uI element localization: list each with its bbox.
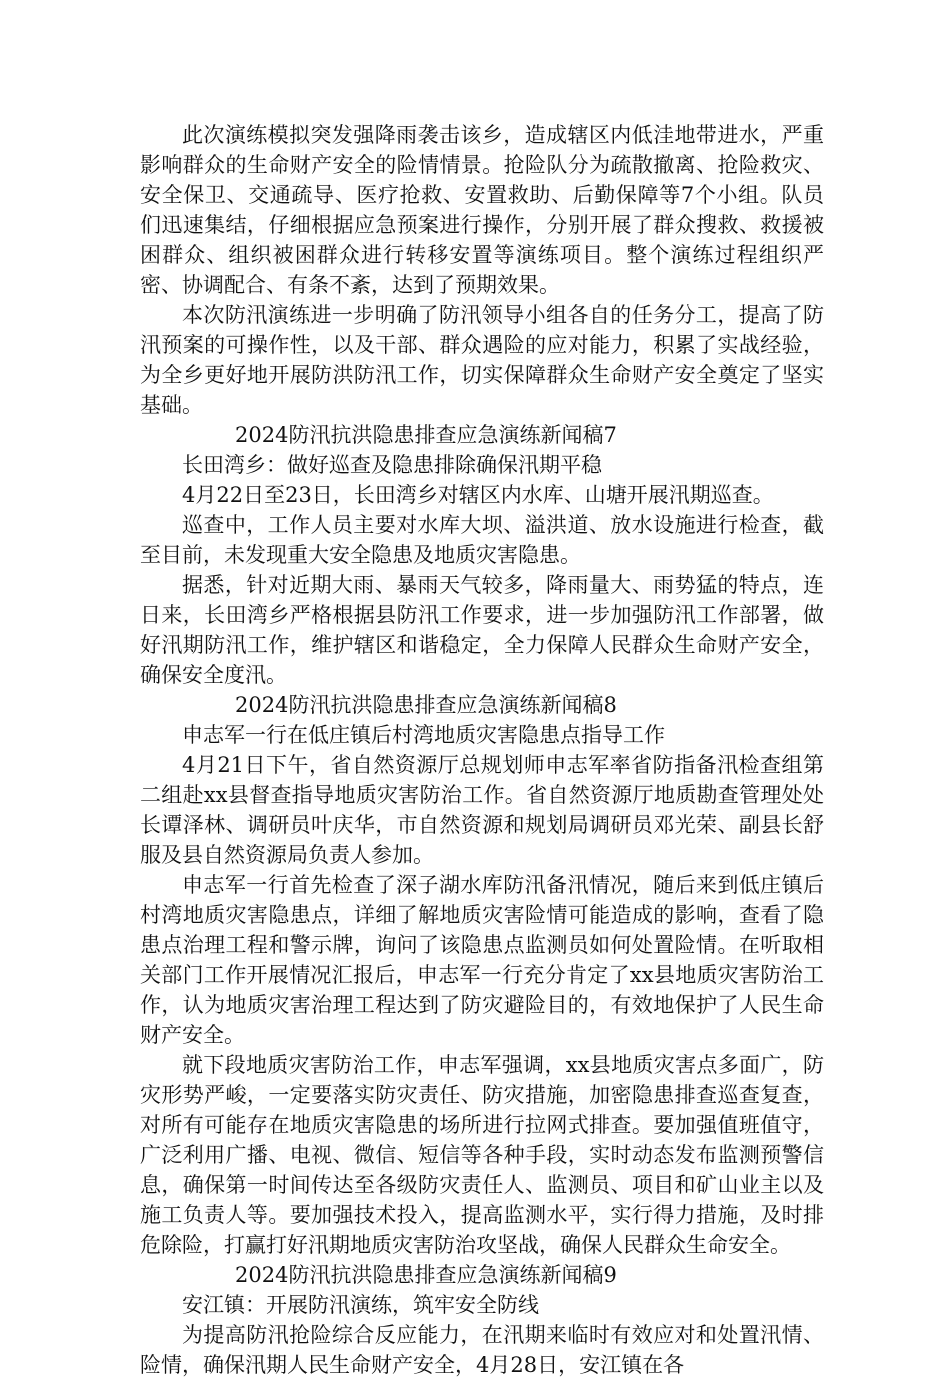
paragraph-supervision-visit: 4月21日下午，省自然资源厅总规划师申志军率省防指备汛检查组第二组赴xx县督查指导地质灾害防治工作。省自然资源厅地质勘查管理处处长谭泽林、调研员叶庆华，市自然资源和规划局调研员邓光荣、副县长舒服及县自然资源局负责人参加。 — [140, 753, 824, 867]
paragraph-anjiang-drill: 为提高防汛抢险综合反应能力，在汛期来临时有效应对和处置汛情、险情，确保汛期人民生命财产安全，4月28日，安江镇在各 — [140, 1323, 824, 1377]
paragraph-drill-significance: 本次防汛演练进一步明确了防汛领导小组各自的任务分工，提高了防汛预案的可操作性，以及干部、群众遇险的应对能力，积累了实战经验，为全乡更好地开展防洪防汛工作，切实保障群众生命财产安全奠定了坚实基础。 — [140, 303, 824, 417]
document-body — [140, 120, 824, 1380]
paragraph-drill-summary: 此次演练模拟突发强降雨袭击该乡，造成辖区内低洼地带进水，严重影响群众的生命财产安全的险情情景。抢险队分为疏散撤离、抢险救灾、安全保卫、交通疏导、医疗抢救、安置救助、后勤保障等7个小组。队员们迅速集结，仔细根据应急预案进行操作，分别开展了群众搜救、救援被困群众、组织被困群众进行转移安置等演练项目。整个演练过程组织严密、协调配合、有条不紊，达到了预期效果。 — [140, 123, 824, 297]
paragraph-inspection-dates: 4月22日至23日，长田湾乡对辖区内水库、山塘开展汛期巡查。 — [182, 483, 774, 507]
article-subtitle-8: 申志军一行在低庄镇后村湾地质灾害隐患点指导工作 — [182, 723, 665, 747]
article-heading-7: 2024防汛抗洪隐患排查应急演练新闻稿7 — [235, 423, 617, 447]
article-subtitle-9: 安江镇：开展防汛演练，筑牢安全防线 — [182, 1293, 539, 1317]
paragraph-site-check: 申志军一行首先检查了深子湖水库防汛备汛情况，随后来到低庄镇后村湾地质灾害隐患点，详细了解地质灾害险情可能造成的影响，查看了隐患点治理工程和警示牌，询问了该隐患点监测员如何处置险情。在听取相关部门工作开展情况汇报后，申志军一行充分肯定了xx县地质灾害防治工作，认为地质灾害治理工程达到了防灾避险目的，有效地保护了人民生命财产安全。 — [140, 873, 824, 1047]
paragraph-inspection-findings: 巡查中，工作人员主要对水库大坝、溢洪道、放水设施进行检查，截至目前，未发现重大安全隐患及地质灾害隐患。 — [140, 513, 824, 567]
article-heading-9: 2024防汛抗洪隐患排查应急演练新闻稿9 — [235, 1263, 617, 1287]
article-subtitle-7: 长田湾乡：做好巡查及隐患排除确保汛期平稳 — [182, 453, 602, 477]
paragraph-inspection-measures: 据悉，针对近期大雨、暴雨天气较多，降雨量大、雨势猛的特点，连日来，长田湾乡严格根据县防汛工作要求，进一步加强防汛工作部署，做好汛期防汛工作，维护辖区和谐稳定，全力保障人民群众生命财产安全，确保安全度汛。 — [140, 573, 824, 687]
article-heading-8: 2024防汛抗洪隐患排查应急演练新闻稿8 — [235, 693, 617, 717]
paragraph-next-steps: 就下段地质灾害防治工作，申志军强调，xx县地质灾害点多面广，防灾形势严峻，一定要落实防灾责任、防灾措施，加密隐患排查巡查复查，对所有可能存在地质灾害隐患的场所进行拉网式排查。要加强值班值守，广泛利用广播、电视、微信、短信等各种手段，实时动态发布监测预警信息，确保第一时间传达至各级防灾责任人、监测员、项目和矿山业主以及施工负责人等。要加强技术投入，提高监测水平，实行得力措施，及时排危除险，打赢打好汛期地质灾害防治攻坚战，确保人民群众生命安全。 — [140, 1053, 824, 1257]
